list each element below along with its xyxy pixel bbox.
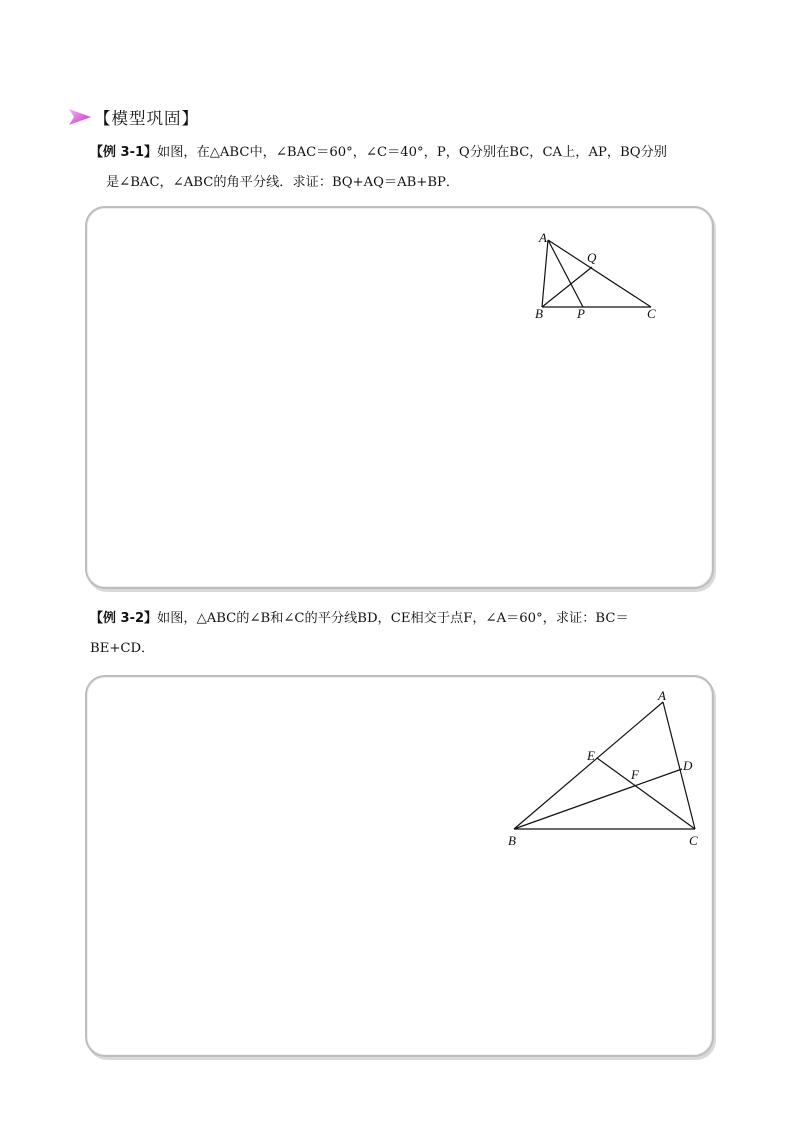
segment-bd <box>514 769 682 829</box>
point-c-label: C <box>647 306 656 321</box>
example-3-1-text <box>90 138 720 168</box>
example-3-1-label: 【例 3-1】 <box>90 145 158 160</box>
point-b-label: B <box>535 306 543 321</box>
example-3-2-line1: 如图，△ABC的∠B和∠C的平分线BD，CE相交于点F，∠A＝60°，求证：BC＝ <box>157 611 629 626</box>
point-f-label: F <box>631 767 639 782</box>
segment-ap <box>548 240 583 307</box>
section-title: 【模型巩固】 <box>94 109 199 128</box>
point-e-label: E <box>587 748 595 763</box>
example-3-1-line1: 如图，在△ABC中，∠BAC＝60°，∠C＝40°，P，Q分别在BC，CA上，AP，BQ分别 <box>157 145 667 160</box>
example-3-1-text-cont <box>106 168 726 198</box>
example-3-1-line2: 是∠BAC，∠ABC的角平分线．求证：BQ+AQ＝AB+BP． <box>106 175 460 190</box>
triangle-figure-1 <box>530 228 670 328</box>
point-b-label: B <box>508 833 516 848</box>
point-a-label: A <box>658 688 666 703</box>
example-3-2-text <box>90 604 720 634</box>
point-d-label: D <box>683 758 693 773</box>
section-header <box>68 104 199 130</box>
segment-ab <box>514 702 663 829</box>
point-c-label: C <box>689 833 698 848</box>
segment-bq <box>542 267 592 307</box>
segment-ab <box>542 240 548 307</box>
point-a-label: A <box>539 230 547 245</box>
segment-ca <box>548 240 651 307</box>
point-p-label: P <box>577 306 585 321</box>
example-3-2-text-cont <box>90 634 720 664</box>
triangle-figure-2 <box>500 686 710 852</box>
point-q-label: Q <box>587 250 597 265</box>
example-3-2-label: 【例 3-2】 <box>90 611 158 626</box>
example-3-2-line2: BE+CD． <box>90 641 155 656</box>
pink-triangle-arrow-icon <box>68 107 92 127</box>
